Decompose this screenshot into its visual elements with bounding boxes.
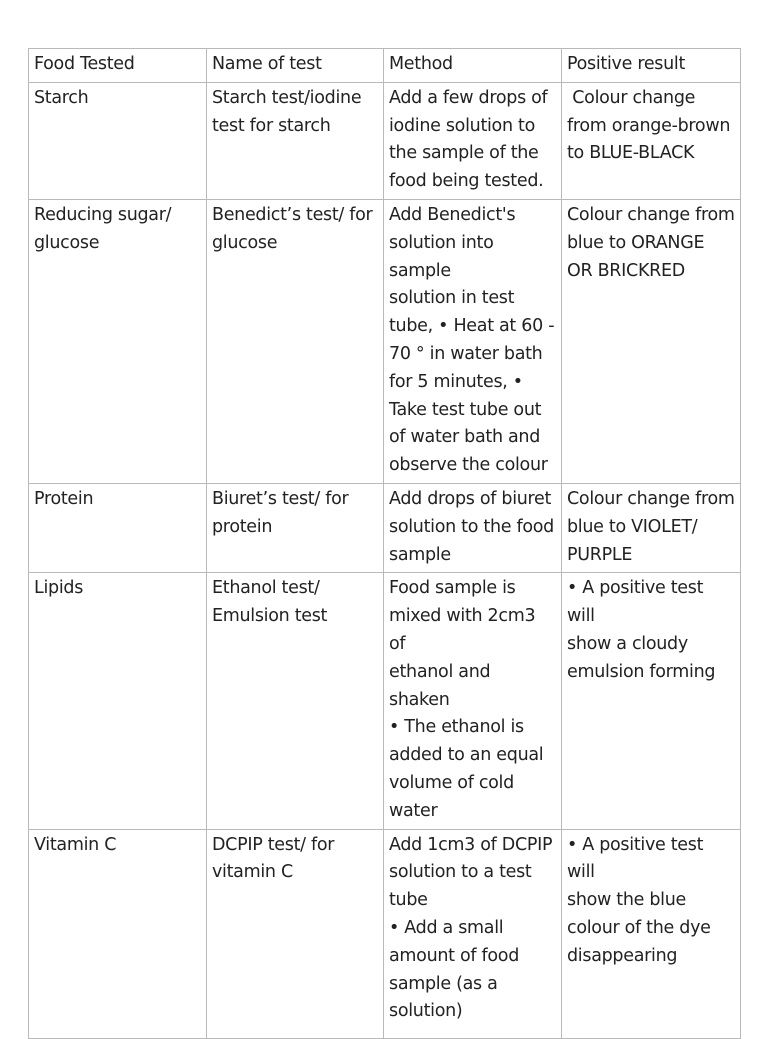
cell-text-line: Add 1cm3 of DCPIP (389, 834, 553, 855)
cell-text-line: Colour change from (567, 204, 735, 225)
cell-positive-result (562, 573, 741, 829)
cell-positive-result (562, 829, 741, 1038)
cell-text-line: Food sample is (389, 578, 516, 599)
cell-text-line: Add drops of biuret (389, 488, 552, 509)
cell-text-line: protein (212, 516, 273, 537)
cell-text-line: tube (389, 890, 428, 911)
table-row (29, 199, 741, 483)
cell-text-line: blue to ORANGE (567, 232, 705, 253)
cell-text-line: observe the colour (389, 455, 548, 476)
cell-text-line: tube, • Heat at 60 - (389, 316, 555, 337)
cell-text-line: solution) (389, 1001, 463, 1022)
cell-text-line: Reducing sugar/ (34, 204, 172, 225)
cell-text-line: Starch test/iodine (212, 87, 362, 108)
cell-text-line: vitamin C (212, 862, 293, 883)
table-row (29, 82, 741, 199)
cell-text-line: the sample of the (389, 143, 539, 164)
cell-text-line: test for starch (212, 115, 331, 136)
cell-text-line: ethanol and shaken (389, 661, 491, 710)
cell-text-line: for 5 minutes, • (389, 371, 523, 392)
cell-text-line: Protein (34, 488, 94, 509)
cell-text-line: Biuret’s test/ for (212, 488, 349, 509)
cell-text-line: Emulsion test (212, 606, 328, 627)
cell-text-line: glucose (34, 232, 100, 253)
cell-method (384, 573, 562, 829)
cell-text-line: PURPLE (567, 544, 633, 565)
cell-food (29, 199, 207, 483)
cell-text-line: Add Benedict's (389, 204, 516, 225)
cell-text-line: Colour change from (567, 488, 735, 509)
cell-text-line: disappearing (567, 945, 678, 966)
cell-positive-result (562, 199, 741, 483)
cell-text-line: blue to VIOLET/ (567, 516, 698, 537)
cell-text-line: Colour change (567, 87, 696, 108)
cell-method (384, 199, 562, 483)
header-positive-result: Positive result (562, 49, 741, 83)
cell-text-line: iodine solution to (389, 115, 535, 136)
cell-food (29, 829, 207, 1038)
cell-text-line: Take test tube out (389, 399, 542, 420)
cell-test-name (207, 829, 384, 1038)
cell-text-line: • A positive test will (567, 578, 704, 627)
cell-text-line: Benedict’s test/ for (212, 204, 373, 225)
cell-text-line: • The ethanol is (389, 717, 524, 738)
cell-text-line: volume of cold (389, 772, 514, 793)
cell-food (29, 573, 207, 829)
cell-text-line: sample (389, 544, 451, 565)
cell-text-line: show the blue (567, 890, 687, 911)
cell-text-line: OR BRICKRED (567, 260, 685, 281)
cell-text-line: Vitamin C (34, 834, 117, 855)
cell-text-line: Starch (34, 87, 89, 108)
cell-text-line: solution in test (389, 288, 515, 309)
cell-text-line: to BLUE-BLACK (567, 143, 695, 164)
table-row (29, 829, 741, 1038)
cell-text-line: glucose (212, 232, 278, 253)
cell-text-line: amount of food (389, 945, 519, 966)
cell-text-line: colour of the dye (567, 917, 711, 938)
cell-text-line: solution to the food (389, 516, 554, 537)
cell-text-line: sample (as a (389, 973, 498, 994)
cell-text-line: DCPIP test/ for (212, 834, 335, 855)
cell-text-line: mixed with 2cm3 of (389, 606, 536, 654)
cell-text-line: Lipids (34, 578, 84, 599)
cell-positive-result (562, 82, 741, 199)
cell-text-line: • Add a small (389, 917, 504, 938)
cell-test-name (207, 82, 384, 199)
cell-text-line: solution to a test (389, 862, 532, 883)
cell-food (29, 82, 207, 199)
cell-text-line: solution into sample (389, 232, 494, 281)
cell-text-line: food being tested. (389, 171, 544, 192)
cell-text-line: from orange-brown (567, 115, 731, 136)
header-food-tested: Food Tested (29, 49, 207, 83)
cell-text-line: added to an equal (389, 745, 544, 766)
cell-positive-result (562, 483, 741, 572)
cell-text-line: Ethanol test/ (212, 578, 320, 599)
cell-text-line: emulsion forming (567, 661, 716, 682)
food-tests-table (28, 48, 741, 1039)
cell-food (29, 483, 207, 572)
table-row (29, 483, 741, 572)
table-row (29, 573, 741, 829)
cell-text-line: show a cloudy (567, 633, 688, 654)
cell-text-line: • A positive test will (567, 834, 704, 883)
table-header-row (29, 49, 741, 83)
header-name-of-test: Name of test (207, 49, 384, 83)
cell-text-line: 70 ° in water bath (389, 343, 543, 364)
header-method: Method (384, 49, 562, 83)
cell-test-name (207, 483, 384, 572)
cell-text-line: Add a few drops of (389, 87, 548, 108)
cell-text-line: water (389, 800, 438, 821)
cell-test-name (207, 199, 384, 483)
cell-test-name (207, 573, 384, 829)
cell-text-line: of water bath and (389, 427, 541, 448)
cell-method (384, 829, 562, 1038)
cell-method (384, 483, 562, 572)
cell-method (384, 82, 562, 199)
